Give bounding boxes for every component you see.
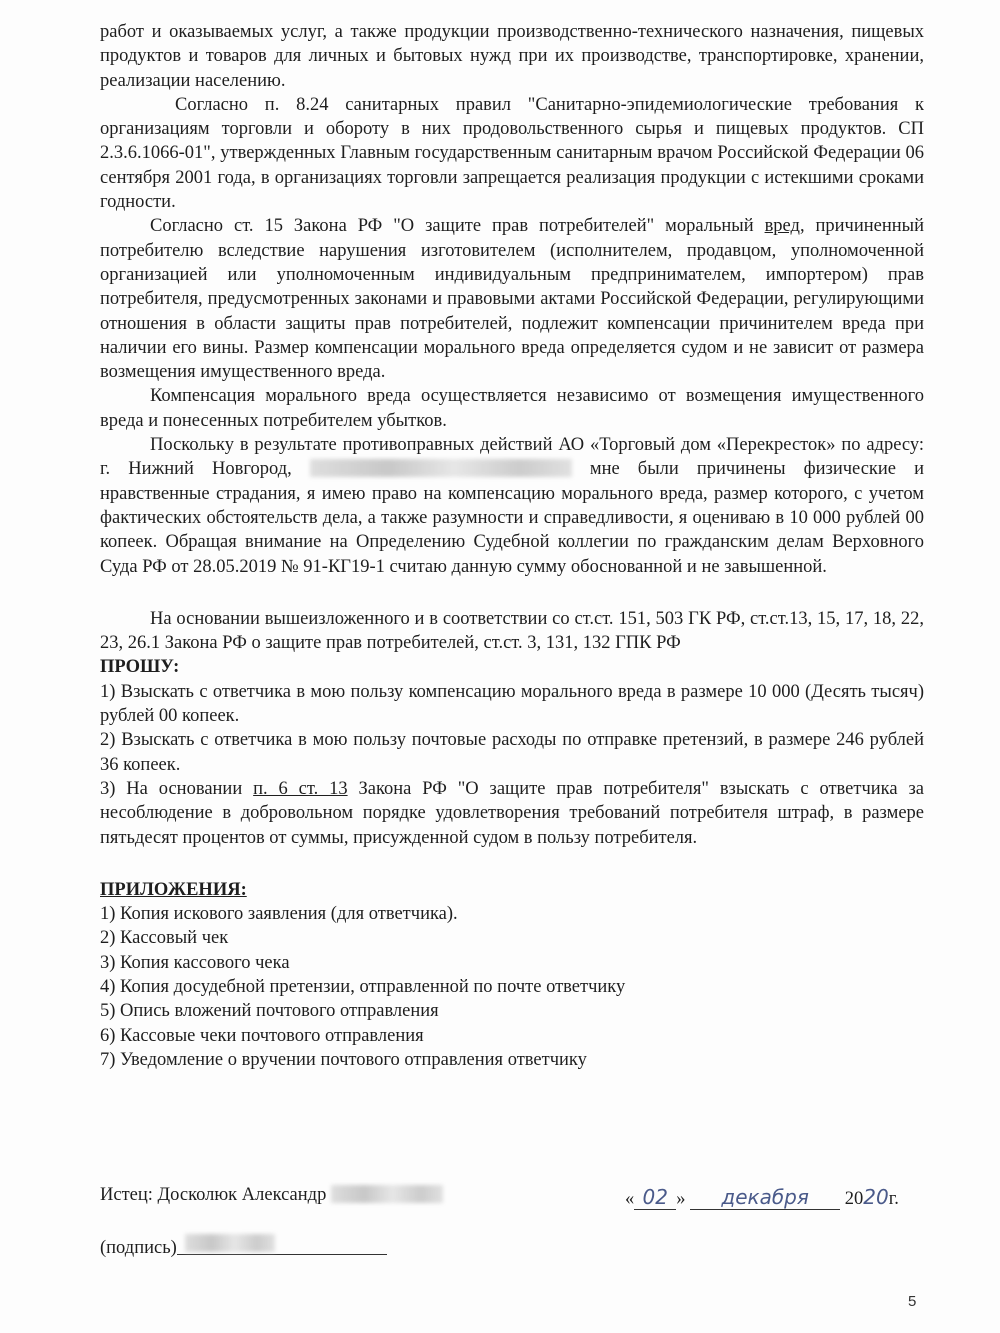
document-body (100, 20, 924, 1072)
attachment-item: 1) Копия искового заявления (для ответчика). (100, 904, 458, 925)
request-item-3-rest: Закона РФ "О защите прав потребителя" взыскать с ответчика за несоблюдение в добровольном порядке удовлетворения требований потребителя штраф, в размере пятьдесят процентов от суммы, присужденной судом в пользу потребителя. (100, 778, 924, 848)
request-heading: ПРОШУ: (100, 657, 180, 678)
date-block (625, 1185, 899, 1210)
request-item-3-start: 3) На основании (100, 778, 254, 799)
attachment-item: 3) Копия кассового чека (100, 952, 290, 973)
attachment-item: 5) Опись вложений почтового отправления (100, 1001, 439, 1022)
signature-date-row (100, 1185, 924, 1215)
paragraph-intro: работ и оказываемых услуг, а также продукции производственно-технического назначения, пищевых продуктов и товаров для личных и бытовых нужд при их производстве, транспортировке, хранении, реализации населению. (100, 22, 924, 91)
paragraph-perekrestok-start: Поскольку в результате противоправных действий АО «Торговый дом «Перекресток» по адресу: г. Нижний Новгород, (100, 435, 924, 480)
attachments-heading: ПРИЛОЖЕНИЯ: (100, 879, 247, 900)
vred-link[interactable]: вред (764, 216, 800, 237)
article-13-link[interactable]: п. 6 ст. 13 (253, 778, 348, 799)
spacer (100, 850, 924, 878)
date-open-quote: « (625, 1189, 635, 1209)
paragraph-article-15 (100, 214, 924, 384)
paragraph-perekrestok-rest: мне были причинены физические и нравственные страдания, я имею право на компенсацию морального вреда, размер которого, с учетом фактических обстоятельств дела, а также разумности и справедливости, я оцениваю в 10 000 рублей 00 копеек. Обращая внимание на Определению Судебной коллегии по гражданским делам Верховного Суда РФ от 28.05.2019 № 91-КГ19-1 считаю данную сумму обоснованной и не завышенной. (100, 459, 924, 577)
paragraph-article-15-start: Согласно ст. 15 Закона РФ "О защите прав потребителей" моральный (150, 216, 765, 237)
date-year-suffix: 20 (863, 1185, 889, 1209)
date-month: декабря (690, 1185, 840, 1210)
plaintiff-block (100, 1185, 443, 1206)
attachment-item: 2) Кассовый чек (100, 928, 229, 949)
signature-row (100, 1238, 387, 1259)
redacted-signature (185, 1234, 275, 1252)
attachment-item: 4) Копия досудебной претензии, отправленной по почте ответчику (100, 976, 626, 997)
redacted-address (310, 459, 572, 477)
attachment-item: 7) Уведомление о вручении почтового отправления ответчику (100, 1049, 587, 1070)
redacted-surname (331, 1185, 443, 1203)
signature-line (177, 1238, 387, 1255)
paragraph-article-15-rest: , причиненный потребителю вследствие нарушения изготовителем (исполнителем, продавцом, уполномоченной организацией или уполномоченным индивидуальным предпринимателем, импортером) прав потребителя, предусмотренных законами и правовыми актами Российской Федерации, регулирующими отношения в области защиты прав потребителей, подлежит компенсации причинителем вреда при наличии его вины. Размер компенсации морального вреда определяется судом и не зависит от размера возмещения имущественного вреда. (100, 216, 924, 383)
page-number: 5 (908, 1293, 917, 1310)
request-item-2: 2) Взыскать с ответчика в мою пользу почтовые расходы по отправке претензий, в размере 246 рублей 36 копеек. (100, 730, 924, 775)
paragraph-perekrestok (100, 433, 924, 579)
plaintiff-name: Истец: Досколюк Александр (100, 1185, 327, 1205)
date-year-prefix: 20 (844, 1189, 864, 1209)
spacer (100, 579, 924, 607)
attachment-item: 6) Кассовые чеки почтового отправления (100, 1025, 424, 1046)
date-day: 02 (634, 1185, 676, 1210)
paragraph-sanitary-rules: Согласно п. 8.24 санитарных правил "Санитарно-эпидемиологические требования к организациям торговли и обороту в них продовольственного сырья и пищевых продуктов. СП 2.3.6.1066-01", утвержденных Главным государственным санитарным врачом Российской Федерации 06 сентября 2001 года, в организациях торговли запрещается реализация продукции с истекшими сроками годности. (100, 94, 924, 213)
date-year-unit: г. (888, 1189, 899, 1209)
signature-label: (подпись) (100, 1238, 177, 1258)
paragraph-legal-basis: На основании вышеизложенного и в соответствии со ст.ст. 151, 503 ГК РФ, ст.ст.13, 15, 17, 18, 22, 23, 26.1 Закона РФ о защите прав потребителей, ст.ст. 3, 131, 132 ГПК РФ (100, 608, 924, 654)
request-item-1: 1) Взыскать с ответчика в мою пользу компенсацию морального вреда в размере 10 000 (Десять тысяч) рублей 00 копеек. (100, 681, 924, 727)
request-item-3 (100, 777, 924, 850)
date-close-quote: » (676, 1189, 686, 1209)
paragraph-compensation: Компенсация морального вреда осуществляется независимо от возмещения имущественного вреда и понесенных потребителем убытков. (100, 386, 924, 431)
